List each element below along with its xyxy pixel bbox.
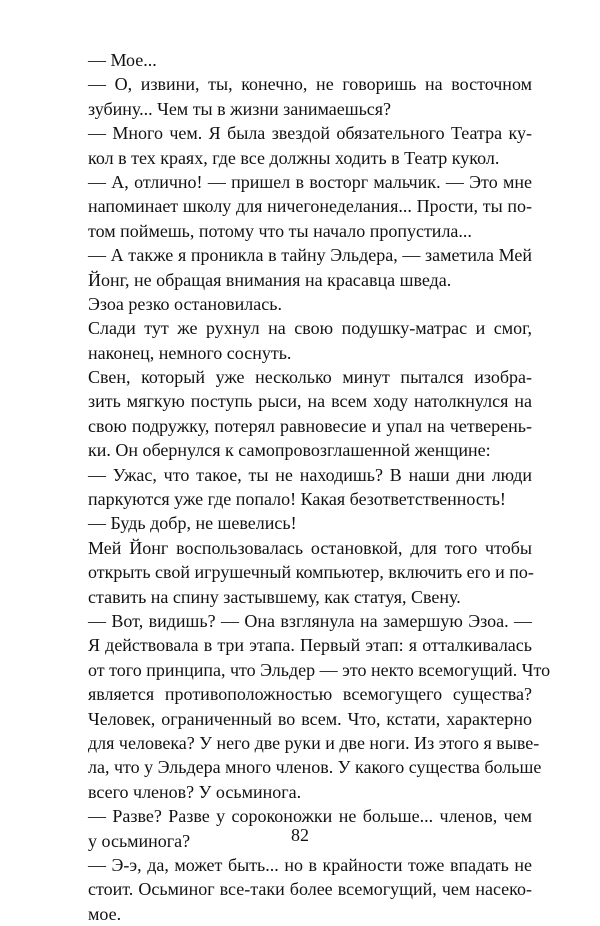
paragraph <box>88 170 532 243</box>
text-line: от того принципа, что Эльдер — это некто всемогущий. Что <box>88 659 551 680</box>
text-line: Мей Йонг воспользовалась остановкой, для того чтобы <box>88 537 532 558</box>
paragraph <box>88 853 532 926</box>
text-line: Свен, который уже несколько минут пытался изобра- <box>88 367 532 388</box>
paragraph <box>88 365 532 463</box>
text-line: — Ужас, что такое, ты не находишь? В наши дни люди <box>88 464 532 485</box>
text-line: стоит. Осьминог все-таки более всемогущий, чем насеко- <box>88 879 532 900</box>
text-line: зить мягкую поступь рыси, на всем ходу натолкнулся на <box>88 391 532 412</box>
text-line: — Разве? Разве у сороконожки не больше... членов, чем <box>88 806 532 827</box>
text-line: Человек, ограниченный во всем. Что, кстати, характерно <box>88 708 532 729</box>
text-line: — А также я проникла в тайну Эльдера, — заметила Мей <box>88 245 532 266</box>
text-line: — Э-э, да, может быть... но в крайности тоже впадать не <box>88 854 532 875</box>
text-line: том поймешь, потому что ты начало пропустила... <box>88 220 472 241</box>
paragraph <box>88 609 551 804</box>
text-line: — О, извини, ты, конечно, не говоришь на восточном <box>88 74 532 95</box>
paragraph <box>88 243 532 292</box>
paragraph <box>88 511 532 535</box>
text-line: зубину... Чем ты в жизни занимаешься? <box>88 98 392 119</box>
text-line: ла, что у Эльдера много членов. У какого существа больше <box>88 757 542 778</box>
text-line: у осьминога? <box>88 830 191 851</box>
text-line: открыть свой игрушечный компьютер, включить его и по- <box>88 562 534 583</box>
text-line: Слади тут же рухнул на свою подушку-матрас и смог, <box>88 318 532 339</box>
text-line: — Вот, видишь? — Она взглянула на замершую Эзоа. — <box>88 610 532 631</box>
page-body <box>88 48 551 926</box>
text-line: наконец, немного соснуть. <box>88 342 292 363</box>
paragraph <box>88 316 532 365</box>
paragraph <box>88 72 532 121</box>
text-line: для человека? У него две руки и две ноги. Из этого я выве- <box>88 732 540 753</box>
text-line: мое. <box>88 903 122 924</box>
text-line: Эзоа резко остановилась. <box>88 293 282 314</box>
paragraph <box>88 463 532 512</box>
text-line: — А, отлично! — пришел в восторг мальчик. — Это мне <box>88 171 532 192</box>
text-line: паркуются уже где попало! Какая безответственность! <box>88 489 506 510</box>
text-line: является противоположностью всемогущего существа? <box>88 684 532 705</box>
text-line: — Много чем. Я была звездой обязательного Театра ку- <box>88 123 532 144</box>
text-line: кол в тех краях, где все должны ходить в Театр кукол. <box>88 147 500 168</box>
text-line: свою подружку, потерял равновесие и упал на четверень- <box>88 415 532 436</box>
text-line: всего членов? У осьминога. <box>88 781 302 802</box>
text-line: — Будь добр, не шевелись! <box>88 513 297 534</box>
paragraph <box>88 121 532 170</box>
paragraph <box>88 292 532 316</box>
paragraph <box>88 536 532 609</box>
text-line: Я действовала в три этапа. Первый этап: я отталкивалась <box>88 635 532 656</box>
text-line: — Мое... <box>88 50 157 70</box>
paragraph <box>88 48 532 72</box>
text-line: ставить на спину застывшему, как статуя, Свену. <box>88 586 461 607</box>
text-line: ки. Он обернулся к самопровозглашенной женщине: <box>88 440 491 461</box>
page-number: 82 <box>291 825 309 845</box>
text-line: Йонг, не обращая внимания на красавца шведа. <box>88 269 452 290</box>
text-line: напоминает школу для ничегонеделания... Прости, ты по- <box>88 196 532 217</box>
